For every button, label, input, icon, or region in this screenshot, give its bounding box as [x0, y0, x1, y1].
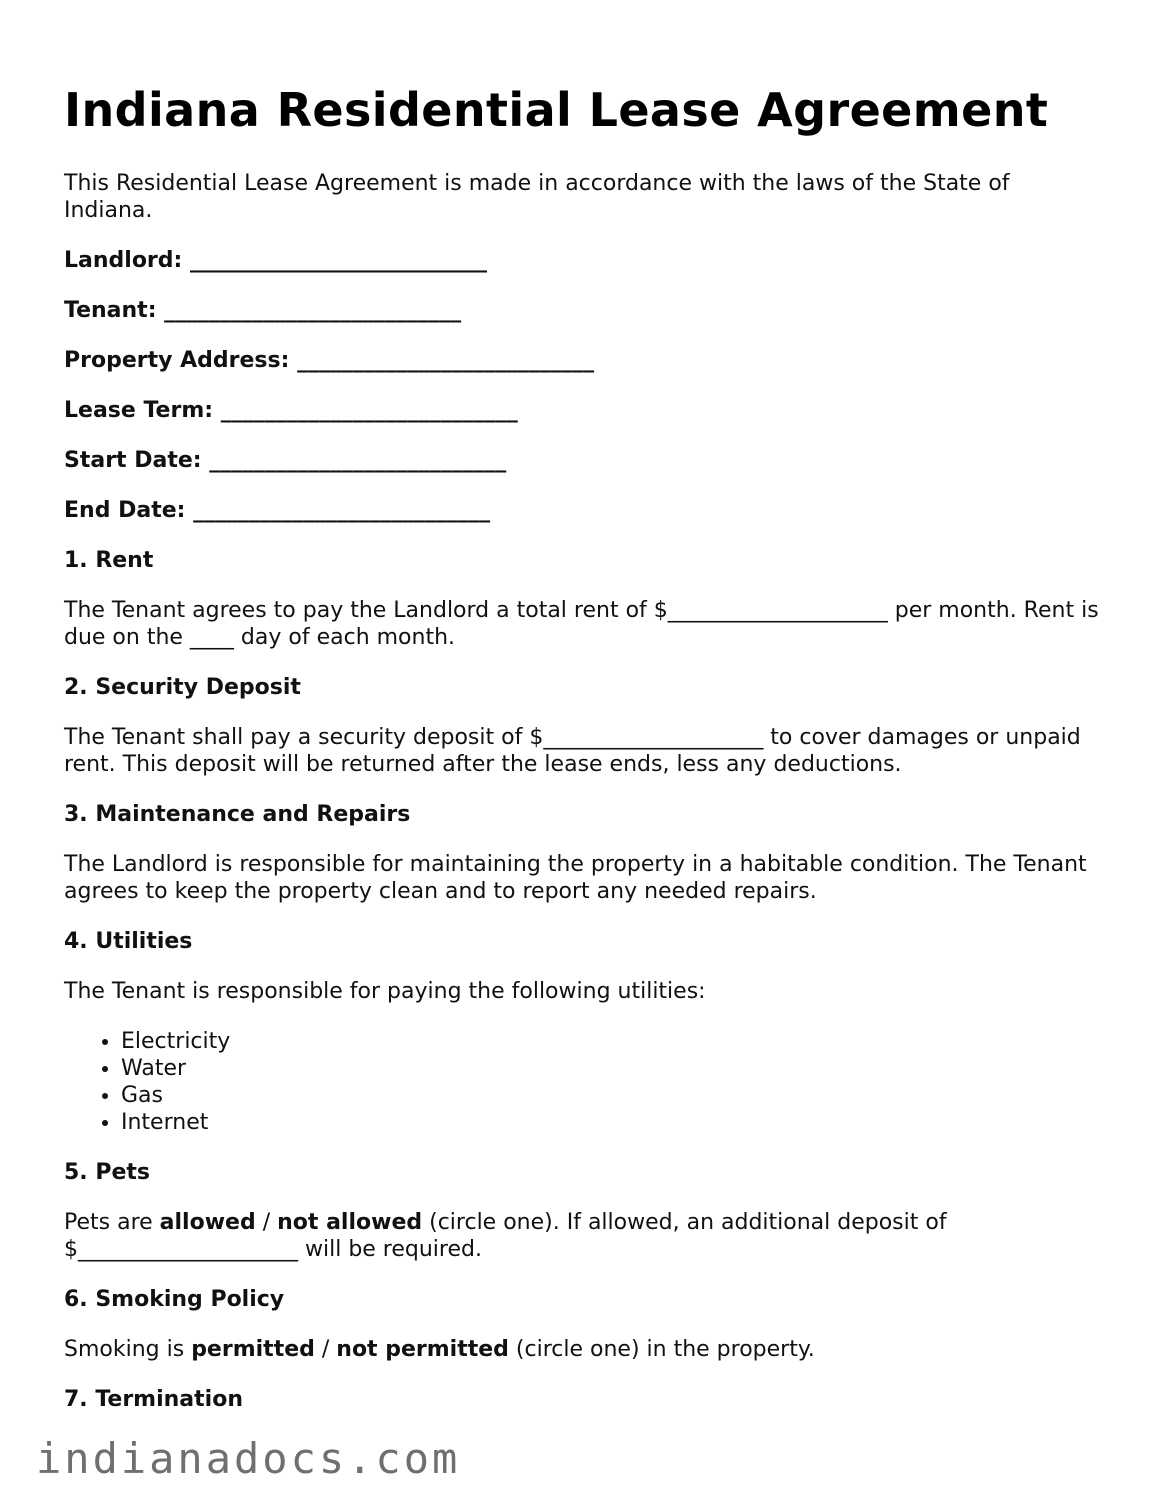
watermark-logo: indianadocs.com: [36, 1434, 461, 1483]
pets-heading: 5. Pets: [64, 1160, 150, 1185]
field-blank: ___________________________: [297, 348, 595, 373]
tenant-field: [64, 297, 1104, 324]
utilities-heading: 4. Utilities: [64, 929, 193, 954]
list-item: • Gas: [121, 1082, 1104, 1109]
field-blank: ___________________________: [209, 448, 507, 473]
pets-paragraph: [64, 1209, 1104, 1263]
pets-separator: /: [255, 1210, 278, 1235]
maintenance-heading: 3. Maintenance and Repairs: [64, 802, 411, 827]
document-title: Indiana Residential Lease Agreement: [64, 83, 1049, 137]
list-item: • Water: [121, 1055, 1104, 1082]
intro-paragraph: This Residential Lease Agreement is made in accordance with the laws of the State of Indiana.: [64, 171, 1010, 223]
end-date-field: [64, 497, 1104, 524]
field-blank: ___________________________: [164, 298, 462, 323]
field-blank: ___________________________: [193, 498, 491, 523]
smoking-option-not-permitted: not permitted: [336, 1337, 509, 1362]
field-label: End Date:: [64, 498, 186, 523]
smoking-suffix: (circle one) in the property.: [508, 1337, 815, 1362]
pets-suffix: (circle one). If allowed, an additional deposit of $____________________ will be required.: [64, 1210, 947, 1262]
field-label: Start Date:: [64, 448, 202, 473]
property-address-field: [64, 347, 1104, 374]
pets-option-not-allowed: not allowed: [277, 1210, 423, 1235]
termination-heading: 7. Termination: [64, 1387, 243, 1412]
security-deposit-paragraph: The Tenant shall pay a security deposit of $____________________ to cover damages or unpaid rent. This deposit will be returned after the lease ends, less any deductions.: [64, 725, 1081, 777]
utilities-list: [64, 1028, 1104, 1136]
field-label: Lease Term:: [64, 398, 214, 423]
maintenance-paragraph: The Landlord is responsible for maintaining the property in a habitable condition. The Tenant agrees to keep the property clean and to report any needed repairs.: [64, 852, 1087, 904]
smoking-separator: /: [314, 1337, 337, 1362]
smoking-prefix: Smoking is: [64, 1337, 192, 1362]
smoking-option-permitted: permitted: [191, 1337, 315, 1362]
lease-term-field: [64, 397, 1104, 424]
landlord-field: [64, 247, 1104, 274]
start-date-field: [64, 447, 1104, 474]
field-blank: ___________________________: [190, 248, 487, 273]
field-blank: ___________________________: [220, 398, 518, 423]
utilities-paragraph: The Tenant is responsible for paying the following utilities:: [64, 979, 706, 1004]
list-item: • Electricity: [121, 1028, 1104, 1055]
field-label: Property Address:: [64, 348, 290, 373]
rent-paragraph: The Tenant agrees to pay the Landlord a total rent of $____________________ per month. Rent is due on the ____ day of each month.: [64, 598, 1099, 650]
smoking-paragraph: [64, 1336, 1104, 1363]
field-label: Tenant:: [64, 298, 157, 323]
field-label: Landlord:: [64, 248, 183, 273]
pets-prefix: Pets are: [64, 1210, 160, 1235]
list-item: • Internet: [121, 1109, 1104, 1136]
rent-heading: 1. Rent: [64, 548, 154, 573]
smoking-heading: 6. Smoking Policy: [64, 1287, 285, 1312]
pets-option-allowed: allowed: [159, 1210, 256, 1235]
lease-document: [64, 0, 1104, 1413]
security-deposit-heading: 2. Security Deposit: [64, 675, 301, 700]
